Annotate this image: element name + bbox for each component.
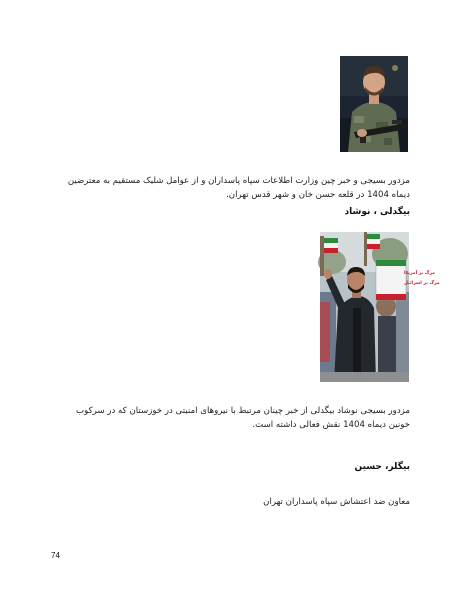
entry-1-caption: مزدور بسیجی و خبر چین وزارت اطلاعات سپاه پاسداران و از عوامل شلیک مستقیم به معترضین دیماه 1404 در قلعه حسن خان و شهر قدس تهران. (67, 175, 410, 200)
entry-3-name: بیگلر، حسین (354, 462, 410, 472)
profile-photo-1 (340, 56, 408, 152)
page-number: 74 (51, 551, 60, 560)
profile-photo-2 (320, 232, 440, 382)
entry-2-name: بیگدلی ، نوشاد (344, 207, 410, 217)
entry-2-caption: مزدور بسیجی نوشاد بیگدلی از خبر چینان مرتبط با نیروهای امنیتی در خوزستان که در سرکوب خونین دیماه 1404 نقش فعالی داشته است. (76, 405, 410, 430)
sign-text-1: مرگ بر آمریکا (404, 271, 435, 276)
sign-text-2: مرگ بر اسرائیل (404, 281, 440, 286)
entry-3-caption: معاون ضد اعتشاش سپاه پاسداران تهران (263, 496, 410, 507)
